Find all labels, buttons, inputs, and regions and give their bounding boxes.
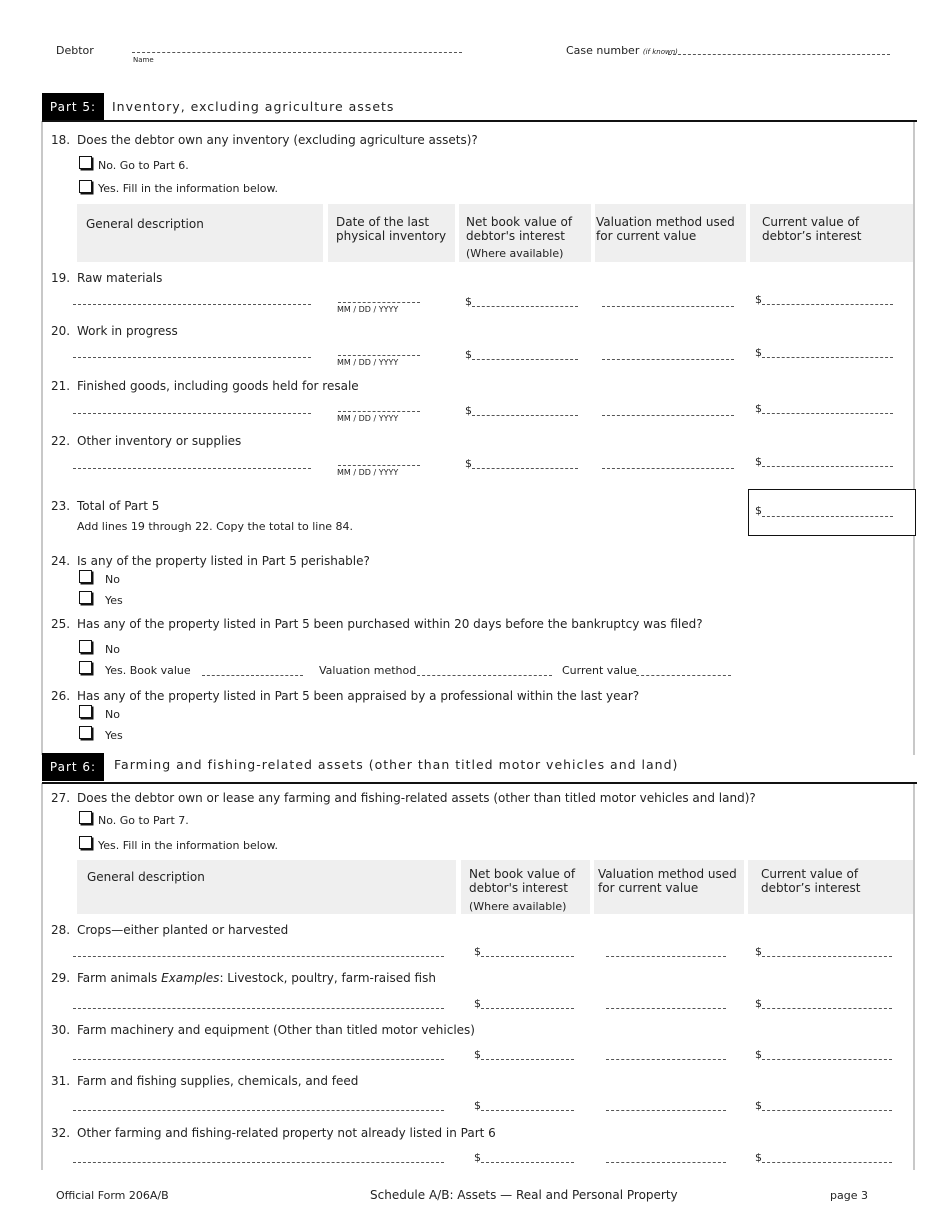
- q25-book-value-label: Yes. Book value: [105, 664, 191, 677]
- debtor-label: Debtor: [56, 44, 94, 57]
- q25-text: Has any of the property listed in Part 5 been purchased within 20 days before the bankruptcy was filed?: [77, 617, 703, 631]
- q18-no-checkbox[interactable]: [79, 156, 92, 169]
- currency-sign: $: [474, 1151, 481, 1164]
- q26-text: Has any of the property listed in Part 5 been appraised by a professional within the last year?: [77, 689, 640, 703]
- p5-col-valuation: Valuation method used for current value: [595, 204, 746, 262]
- q24-number: 24.: [51, 554, 71, 568]
- q24-yes-checkbox[interactable]: [79, 591, 92, 604]
- q27-number: 27.: [51, 791, 71, 805]
- q18-no-label: No. Go to Part 6.: [98, 159, 189, 172]
- valuation-field[interactable]: [602, 415, 734, 416]
- valuation-field[interactable]: [602, 359, 734, 360]
- date-field[interactable]: [338, 465, 420, 466]
- net-book-field[interactable]: [472, 359, 578, 360]
- part5-title: Inventory, excluding agriculture assets: [112, 99, 395, 114]
- q24-no-label: No: [105, 573, 120, 586]
- description-field[interactable]: [73, 1008, 444, 1009]
- p6-col-netbook: Net book value of debtor's interest (Where available): [461, 860, 590, 914]
- description-field[interactable]: [73, 468, 311, 469]
- current-value-field[interactable]: [762, 413, 893, 414]
- current-value-field[interactable]: [762, 357, 893, 358]
- q25-no-checkbox[interactable]: [79, 640, 92, 653]
- part5-total-box[interactable]: [748, 489, 916, 536]
- p6-col-general: General description: [77, 860, 456, 914]
- q26-yes-label: Yes: [105, 729, 123, 742]
- date-field[interactable]: [338, 302, 420, 303]
- p5-col-current: Current value of debtor’s interest: [750, 204, 913, 262]
- currency-sign: $: [465, 404, 472, 417]
- part5-rule: [42, 120, 917, 122]
- q26-no-checkbox[interactable]: [79, 705, 92, 718]
- q25-valuation-label: Valuation method: [319, 664, 417, 677]
- current-value-field[interactable]: [762, 956, 892, 957]
- q25-current-label: Current value: [562, 664, 637, 677]
- part5-frame-left: [41, 121, 43, 755]
- current-value-field[interactable]: [762, 1008, 892, 1009]
- q23-subtext: Add lines 19 through 22. Copy the total to line 84.: [77, 520, 354, 533]
- p5-col-date: Date of the last physical inventory: [328, 204, 455, 262]
- row-number: 30.: [51, 1023, 71, 1037]
- valuation-field[interactable]: [606, 956, 726, 957]
- currency-sign: $: [755, 1048, 762, 1061]
- q23-number: 23.: [51, 499, 71, 513]
- description-field[interactable]: [73, 304, 311, 305]
- name-caption: Name: [133, 56, 154, 64]
- row-number: 19.: [51, 271, 71, 285]
- description-field[interactable]: [73, 1162, 444, 1163]
- valuation-field[interactable]: [602, 468, 734, 469]
- footer-form-id: Official Form 206A/B: [56, 1189, 169, 1202]
- net-book-field[interactable]: [481, 1162, 574, 1163]
- footer-page-number: page 3: [830, 1189, 868, 1202]
- q25-valuation-field[interactable]: [417, 675, 552, 676]
- p6-col-current: Current value of debtor’s interest: [748, 860, 913, 914]
- q27-no-label: No. Go to Part 7.: [98, 814, 189, 827]
- currency-sign: $: [755, 346, 762, 359]
- q25-current-field[interactable]: [636, 675, 731, 676]
- q24-no-checkbox[interactable]: [79, 570, 92, 583]
- current-value-field[interactable]: [762, 1059, 892, 1060]
- net-book-field[interactable]: [472, 415, 578, 416]
- currency-sign: $: [465, 295, 472, 308]
- row-number: 32.: [51, 1126, 71, 1140]
- currency-sign: $: [755, 1151, 762, 1164]
- currency-sign: $: [465, 348, 472, 361]
- q18-yes-checkbox[interactable]: [79, 180, 92, 193]
- row-label: Other inventory or supplies: [77, 434, 242, 448]
- q18-number: 18.: [51, 133, 71, 147]
- valuation-field[interactable]: [606, 1008, 726, 1009]
- case-number-label: Case number (if known): [566, 44, 678, 57]
- currency-sign: $: [755, 1099, 762, 1112]
- p5-col-general: General description: [77, 204, 323, 262]
- q27-no-checkbox[interactable]: [79, 811, 92, 824]
- q27-text: Does the debtor own or lease any farming and fishing-related assets (other than titled motor vehicles and land)?: [77, 791, 756, 805]
- net-book-field[interactable]: [481, 956, 574, 957]
- row-label: Raw materials: [77, 271, 163, 285]
- p6-col-valuation: Valuation method used for current value: [594, 860, 744, 914]
- q18-text: Does the debtor own any inventory (excluding agriculture assets)?: [77, 133, 478, 147]
- q24-yes-label: Yes: [105, 594, 123, 607]
- date-format-caption: MM / DD / YYYY: [337, 305, 399, 314]
- valuation-field[interactable]: [606, 1162, 726, 1163]
- q27-yes-label: Yes. Fill in the information below.: [98, 839, 279, 852]
- current-value-field[interactable]: [762, 1110, 892, 1111]
- row-number: 20.: [51, 324, 71, 338]
- net-book-field[interactable]: [472, 468, 578, 469]
- date-field[interactable]: [338, 411, 420, 412]
- q25-yes-checkbox[interactable]: [79, 661, 92, 674]
- current-value-field[interactable]: [762, 1162, 892, 1163]
- q26-number: 26.: [51, 689, 71, 703]
- currency-sign: $: [755, 504, 762, 517]
- net-book-field[interactable]: [472, 306, 578, 307]
- currency-sign: $: [755, 293, 762, 306]
- q25-no-label: No: [105, 643, 120, 656]
- currency-sign: $: [755, 945, 762, 958]
- q18-yes-label: Yes. Fill in the information below.: [98, 182, 279, 195]
- date-field[interactable]: [338, 355, 420, 356]
- row-number: 31.: [51, 1074, 71, 1088]
- q26-yes-checkbox[interactable]: [79, 726, 92, 739]
- p5-col-netbook: Net book value of debtor's interest (Where available): [459, 204, 591, 262]
- net-book-field[interactable]: [481, 1059, 574, 1060]
- q23-text: Total of Part 5: [77, 499, 160, 513]
- description-field[interactable]: [73, 1059, 444, 1060]
- description-field[interactable]: [73, 956, 444, 957]
- total-field[interactable]: [762, 516, 893, 517]
- case-number-qualifier: (if known): [642, 48, 678, 56]
- net-book-field[interactable]: [481, 1110, 574, 1111]
- date-format-caption: MM / DD / YYYY: [337, 358, 399, 367]
- part6-label: Part 6:: [42, 753, 104, 781]
- description-field[interactable]: [73, 357, 311, 358]
- q24-text: Is any of the property listed in Part 5 perishable?: [77, 554, 370, 568]
- valuation-field[interactable]: [606, 1110, 726, 1111]
- row-label: Other farming and fishing-related property not already listed in Part 6: [77, 1126, 496, 1140]
- row-label: Work in progress: [77, 324, 178, 338]
- row-number: 21.: [51, 379, 71, 393]
- currency-sign: $: [474, 1048, 481, 1061]
- part6-rule: [42, 782, 917, 784]
- q25-number: 25.: [51, 617, 71, 631]
- current-value-field[interactable]: [762, 466, 893, 467]
- footer-title: Schedule A/B: Assets — Real and Personal Property: [370, 1188, 678, 1202]
- currency-sign: $: [755, 455, 762, 468]
- row-label: Finished goods, including goods held for resale: [77, 379, 359, 393]
- description-field[interactable]: [73, 1110, 444, 1111]
- currency-sign: $: [474, 1099, 481, 1112]
- date-format-caption: MM / DD / YYYY: [337, 414, 399, 423]
- currency-sign: $: [474, 945, 481, 958]
- part6-frame-right: [913, 783, 915, 1170]
- q25-book-value-field[interactable]: [202, 675, 303, 676]
- q26-no-label: No: [105, 708, 120, 721]
- description-field[interactable]: [73, 413, 311, 414]
- currency-sign: $: [755, 402, 762, 415]
- part6-frame-left: [41, 783, 43, 1170]
- currency-sign: $: [465, 457, 472, 470]
- part5-label: Part 5:: [42, 93, 104, 121]
- valuation-field[interactable]: [606, 1059, 726, 1060]
- row-label: Farm machinery and equipment (Other than titled motor vehicles): [77, 1023, 475, 1037]
- current-value-field[interactable]: [762, 304, 893, 305]
- case-number-field[interactable]: [668, 54, 890, 55]
- part5-frame-right: [913, 121, 915, 755]
- row-label: Farm animals Examples: Livestock, poultry, farm-raised fish: [77, 971, 436, 985]
- q27-yes-checkbox[interactable]: [79, 836, 92, 849]
- row-number: 28.: [51, 923, 71, 937]
- debtor-name-field[interactable]: [132, 52, 462, 53]
- row-number: 29.: [51, 971, 71, 985]
- row-label: Farm and fishing supplies, chemicals, and feed: [77, 1074, 359, 1088]
- currency-sign: $: [474, 997, 481, 1010]
- date-format-caption: MM / DD / YYYY: [337, 468, 399, 477]
- valuation-field[interactable]: [602, 306, 734, 307]
- row-number: 22.: [51, 434, 71, 448]
- row-label: Crops—either planted or harvested: [77, 923, 289, 937]
- currency-sign: $: [755, 997, 762, 1010]
- part6-title: Farming and fishing-related assets (other than titled motor vehicles and land): [114, 757, 679, 772]
- net-book-field[interactable]: [481, 1008, 574, 1009]
